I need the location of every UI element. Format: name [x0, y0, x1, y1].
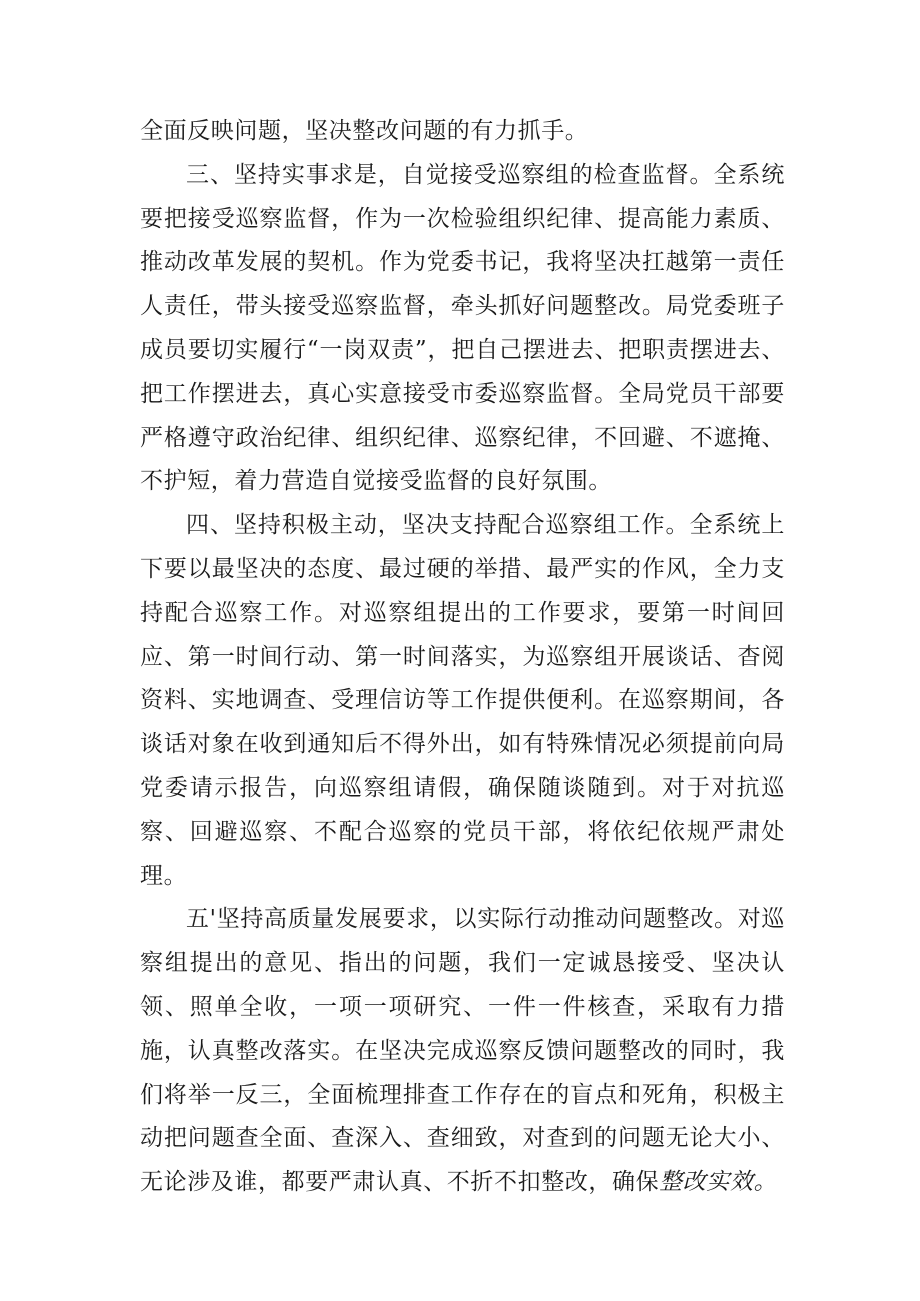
paragraph-2-text: 三、坚持实事求是，自觉接受巡察组的检查监督。全系统要把接受巡察监督，作为一次检验组织纪律、提高能力素质、推动改革发展的契机。作为党委书记，我将坚决扛越第一责任人责任，带头接受巡察监督，牵头抓好问题整改。局党委班子成员要切实履行“一岗双责”，把自己摆进去、把职责摆进去、把工作摆进去，真心实意接受市委巡察监督。全局党员干部要严格遵守政治纪律、组织纪律、巡察纪律，不回避、不遮掩、不护短，着力营造自觉接受监督的良好氛围。 — [140, 161, 785, 495]
paragraph-1-text: 全面反映问题，坚决整改问题的有力抓手。 — [140, 118, 589, 144]
paragraph-4-tail: 整改实效。 — [659, 1169, 778, 1196]
paragraph-2 — [140, 154, 785, 504]
document-body — [140, 110, 785, 1205]
paragraph-3 — [140, 504, 785, 898]
paragraph-1 — [140, 110, 785, 154]
paragraph-4-text: 五'坚持高质量发展要求，以实际行动推动问题整改。对巡察组提出的意见、指出的问题，我们一定诚恳接受、坚决认领、照单全收，一项一项研究、一件一件核查，采取有力措施，认真整改落实。在坚决完成巡察反馈问题整改的同时，我们将举一反三，全面梳理排查工作存在的盲点和死角，积极主动把问题查全面、查深入、查细致，对查到的问题无论大小、无论涉及谁，都要严肃认真、不折不扣整改，确保 — [140, 906, 785, 1196]
paragraph-3-text: 四、坚持积极主动，坚决支持配合巡察组工作。全系统上下要以最坚决的态度、最过硬的举措、最严实的作风，全力支持配合巡察工作。对巡察组提出的工作要求，要第一时间回应、第一时间行动、第一时间落实，为巡察组开展谈话、杳阅资料、实地调查、受理信访等工作提供便利。在巡察期间，各谈话对象在收到通知后不得外出，如有特殊情况必须提前向局党委请示报告，向巡察组请假，确保随谈随到。对于对抗巡察、回避巡察、不配合巡察的党员干部，将依纪依规严肃处理。 — [140, 512, 785, 889]
paragraph-4 — [140, 898, 785, 1205]
